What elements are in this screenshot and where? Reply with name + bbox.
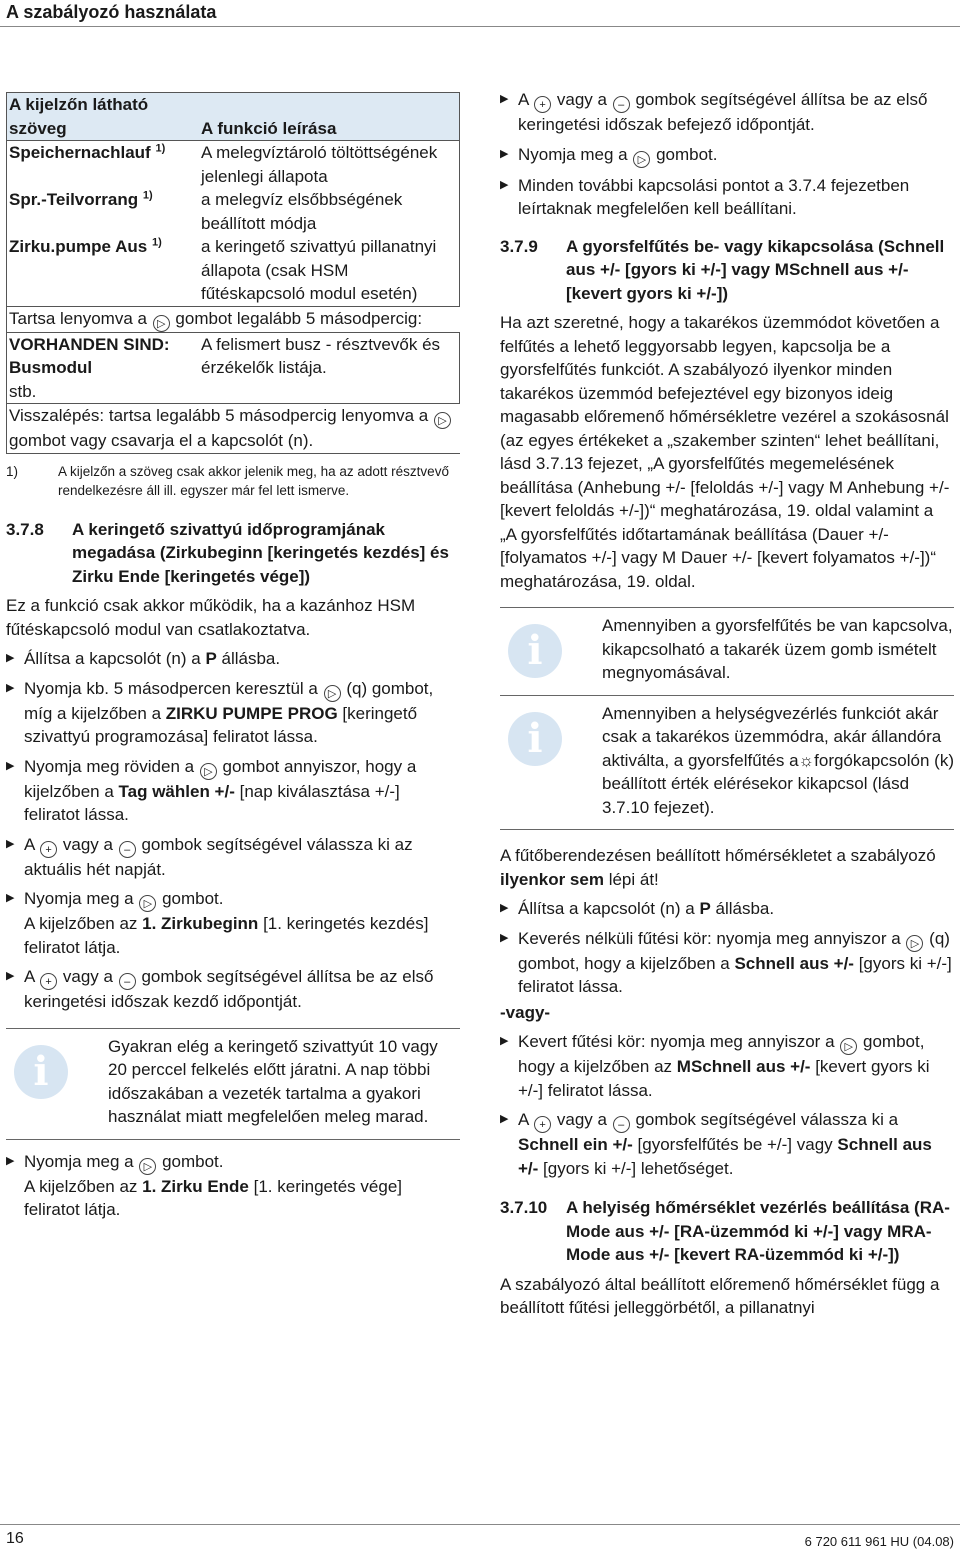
table-row: [7, 235, 460, 306]
section-heading-379: [500, 235, 954, 306]
note-text: Gyakran elég a keringető szivattyút 10 vagy 20 perccel felkelés előtt járatni. A nap többi időszakában a vezeték tartalma a gyakori használat miatt megfelelően meleg marad.: [108, 1036, 438, 1126]
item-text: Kevert fűtési kör: nyomja meg annyiszor a: [518, 1032, 835, 1051]
item-text: [gyors ki +/-] lehetőséget.: [543, 1158, 734, 1178]
info-note: [500, 696, 954, 831]
item-text: vagy a: [62, 834, 113, 854]
table-row-back: [7, 404, 460, 454]
play-button-icon: ▷: [200, 763, 217, 780]
item-text: Nyomja meg a: [518, 144, 628, 164]
bullet-icon: ▶: [6, 759, 15, 772]
warning-paragraph: [500, 844, 954, 891]
list-item: [500, 174, 954, 221]
plus-button-icon: +: [534, 96, 551, 113]
item-text: A: [24, 834, 35, 854]
display-text-table: [6, 92, 460, 454]
section-heading-378: [6, 518, 460, 589]
minus-button-icon: –: [119, 841, 136, 858]
info-note: [500, 607, 954, 696]
minus-button-icon: –: [613, 1116, 630, 1133]
vorhanden-label: VORHANDEN SIND:: [9, 334, 170, 354]
item-text: [kevert gyors ki +/-] feliratot lássa.: [518, 1057, 930, 1100]
play-button-icon: ▷: [324, 685, 341, 702]
item-bold: Tag wählen +/-: [118, 781, 235, 801]
item-text: gombot, hogy a kijelzőben az: [518, 1032, 925, 1076]
table-row: [7, 141, 460, 189]
row-desc: a keringető szivattyú pillanatnyi állapota (csak HSM fűtéskapcsoló modul esetén): [199, 235, 460, 306]
item-text: Állítsa a kapcsolót (n) a: [24, 649, 201, 668]
bullet-icon: ▶: [500, 178, 509, 191]
table-header-col2: A funkció leírása: [199, 93, 460, 141]
row-term: Zirku.pumpe Aus: [9, 237, 148, 256]
play-button-icon: ▷: [633, 151, 650, 168]
item-bold: ilyenkor sem: [500, 869, 604, 889]
list-item: [6, 1150, 460, 1222]
header-divider: [0, 26, 960, 27]
item-text: gombok segítségével válassza ki a: [635, 1110, 899, 1129]
list-item: [6, 887, 460, 959]
item-text: (q) gombot, míg a kijelzőben a: [24, 678, 434, 723]
list-item: [500, 88, 954, 137]
item-text: [1. keringetés kezdés] feliratot látja.: [24, 914, 429, 957]
item-bold: 1. Zirkubeginn: [142, 914, 259, 933]
play-button-icon: ▷: [906, 935, 923, 952]
bullet-icon: ▶: [6, 652, 15, 664]
table-header-col1: A kijelzőn látható szöveg: [7, 93, 200, 141]
item-text: lépi át!: [608, 869, 659, 889]
bullet-icon: ▶: [500, 902, 509, 914]
item-text: Keverés nélküli fűtési kör: nyomja meg annyiszor a: [518, 928, 901, 948]
item-text: A fűtőberendezésen beállított hőmérsékletet a szabályozó: [500, 846, 936, 865]
hold-text-pre: Tartsa lenyomva a: [9, 308, 147, 328]
left-column: [6, 92, 460, 1222]
table-row-bus: [7, 332, 460, 404]
item-text: Nyomja kb. 5 másodpercen keresztül a: [24, 678, 318, 698]
table-row-hold: [7, 306, 460, 332]
list-item: [6, 647, 460, 671]
page-number: 16: [6, 1530, 24, 1547]
item-text: A: [518, 90, 529, 109]
row-sup: 1): [155, 142, 166, 155]
row-term: Speichernachlauf: [9, 143, 151, 162]
item-text: gombok segítségével válassza ki az aktuális hét napját.: [24, 834, 413, 879]
play-button-icon: ▷: [153, 315, 170, 332]
item-text: Nyomja meg a: [24, 1151, 134, 1171]
item-text: [keringető szivattyú programozása] feliratot lássa.: [24, 703, 418, 746]
back-text-post: gombot vagy csavarja el a kapcsolót (n).: [9, 431, 314, 450]
item-bold: MSchnell aus +/-: [676, 1057, 811, 1076]
footer-divider: [0, 1524, 960, 1525]
list-item: [6, 677, 460, 749]
plus-button-icon: +: [40, 841, 57, 858]
list-item: [6, 833, 460, 882]
row-sup: 1): [142, 189, 153, 202]
minus-button-icon: –: [119, 973, 136, 990]
item-text: gombok segítségével állítsa be az első keringetési időszak kezdő időpontját.: [24, 967, 434, 1011]
or-separator: -vagy-: [500, 1002, 551, 1022]
footnote-text: A kijelzőn a szöveg csak akkor jelenik meg, ha az adott résztvevő rendelkezésre áll ill. egyszer már fel lett ismerve.: [58, 463, 449, 498]
info-icon: i: [14, 1045, 68, 1099]
list-item: [500, 143, 954, 168]
item-text: Állítsa a kapcsolót (n) a: [518, 899, 695, 918]
play-button-icon: ▷: [434, 412, 451, 429]
bullet-icon: ▶: [6, 1154, 15, 1167]
table-row: [7, 188, 460, 235]
section-title: A keringető szivattyú időprogramjának megadása (Zirkubeginn [keringetés kezdés] és Zirku Ende [keringetés vége]): [72, 519, 449, 586]
info-note: [6, 1028, 460, 1140]
section-text: Ha azt szeretné, hogy a takarékos üzemmódot követően a felfűtés a lehető leggyorsabb legyen, kapcsolja be a gyorsfelfűtés funkciót. A szabályozó ilyenkor minden takarékos üzemmód befejeztével egy bizonyos ideig magasabb előremenő hőmérsékletre vezérel a szokásosnál (az egyes értékeket a „szakember szinten“ lehet beállítani, lásd 3.7.13 fejezet, „A gyorsfelfűtés megemelésének beállítása (Anhebung +/- [feloldás +/-] vagy M Anhebung +/- [kevert feloldás +/-])“ meghatározása, 19. oldal valamint a „A gyorsfelfűtés időtartamának beállítása (Dauer +/- [folyamatos +/-] vagy M Dauer +/- [kevert folyamatos +/-])“ meghatározása, 19. oldal.: [500, 313, 950, 591]
item-bold: Schnell aus +/-: [734, 953, 854, 973]
item-text: A kijelzőben az: [24, 1176, 138, 1196]
item-bold: 1. Zirku Ende: [142, 1176, 249, 1196]
item-text: állásba.: [221, 649, 281, 668]
bullet-icon: ▶: [6, 892, 15, 904]
section-number: 3.7.10: [500, 1198, 548, 1217]
list-item: [500, 1108, 954, 1180]
bullet-icon: ▶: [6, 837, 15, 850]
row-desc: a melegvíz elsőbbségének beállított módja: [199, 188, 460, 235]
item-text: A kijelzőben az: [24, 914, 138, 933]
item-text: A: [518, 1110, 529, 1129]
bullet-icon: ▶: [500, 93, 509, 105]
item-text: A: [24, 967, 35, 986]
item-text: vagy a: [62, 967, 113, 986]
item-text: gombot annyiszor, hogy a kijelzőben a: [24, 756, 417, 801]
row-term: Spr.-Teilvorrang: [9, 190, 139, 209]
sun-icon: ☼: [798, 750, 815, 770]
page-header-title: A szabályozó használata: [6, 2, 217, 22]
item-text: vagy a: [556, 90, 607, 109]
right-column: [500, 88, 954, 1320]
play-button-icon: ▷: [139, 895, 156, 912]
section-title: A gyorsfelfűtés be- vagy kikapcsolása (Schnell aus +/- [gyors ki +/-] vagy MSchnell aus +/- [kevert gyors ki +/-]): [566, 236, 945, 303]
note-text: Amennyiben a helységvezérlés funkciót akár csak a takarékos üzemmódra, akár állandóra aktiválta, a gyorsfelfűtés a: [602, 703, 942, 770]
item-text: Minden további kapcsolási pontot a 3.7.4 fejezetben leírtaknak megfelelően kell beállítani.: [518, 175, 910, 218]
bullet-icon: ▶: [500, 931, 509, 944]
list-item: [6, 755, 460, 827]
section-heading-3710: [500, 1196, 954, 1267]
bullet-icon: ▶: [500, 1113, 509, 1125]
item-text: állásba.: [715, 899, 775, 918]
info-icon: i: [508, 624, 562, 678]
footnote: [6, 462, 460, 500]
table-header-row: [7, 93, 460, 141]
item-bold: ZIRKU PUMPE PROG: [165, 703, 338, 723]
footnote-number: 1): [6, 463, 19, 479]
item-text: [gyorsfelfűtés be +/-] vagy: [637, 1135, 833, 1154]
section-number: 3.7.8: [6, 519, 44, 539]
item-bold: P: [699, 899, 711, 918]
busmodul-label: Busmodul: [9, 358, 93, 377]
item-bold: P: [205, 649, 217, 668]
section-intro: Ez a funkció csak akkor működik, ha a kazánhoz HSM fűtéskapcsoló modul van csatlakoztatva.: [6, 596, 416, 639]
list-item: [500, 1030, 954, 1102]
item-text: gombot.: [162, 1151, 224, 1171]
document-code: 6 720 611 961 HU (04.08): [804, 1534, 954, 1549]
section-number: 3.7.9: [500, 236, 538, 256]
item-text: gombok segítségével állítsa be az első keringetési időszak befejező időpontját.: [518, 90, 928, 134]
item-bold: Schnell aus +/-: [518, 1135, 932, 1178]
list-item: [500, 897, 954, 921]
note-text: forgókapcsolón (k) beállított érték elérésekor kikapcsol (lásd 3.7.10 fejezet).: [602, 750, 954, 817]
item-text: [1. keringetés vége] feliratot látja.: [24, 1176, 402, 1219]
back-text-pre: Visszalépés: tartsa legalább 5 másodpercig lenyomva a: [9, 406, 429, 425]
item-text: gombot.: [162, 889, 224, 908]
section-title: A helyiség hőmérséklet vezérlés beállítása (RA-Mode aus +/- [RA-üzemmód ki +/-] vagy MRA-Mode aus +/- [kevert RA-üzemmód ki +/-]): [566, 1198, 950, 1264]
item-text: Nyomja meg röviden a: [24, 756, 195, 776]
bullet-icon: ▶: [500, 147, 509, 160]
item-text: Nyomja meg a: [24, 889, 134, 908]
item-text: (q) gombot, hogy a kijelzőben a: [518, 928, 950, 973]
bullet-icon: ▶: [500, 1035, 509, 1047]
bus-desc: A felismert busz - résztvevők és érzékelők listája.: [199, 332, 460, 404]
hold-text-post: gombot legalább 5 másodpercig:: [175, 308, 423, 328]
item-text: gombot.: [656, 144, 718, 164]
play-button-icon: ▷: [139, 1158, 156, 1175]
item-bold: Schnell ein +/-: [518, 1135, 633, 1154]
section-text: A szabályozó által beállított előremenő hőmérséklet függ a beállított fűtési jelleggörbétől, a pillanatnyi: [500, 1274, 940, 1317]
list-item: [6, 965, 460, 1014]
item-text: [nap kiválasztása +/-] feliratot lássa.: [24, 781, 400, 824]
stb-label: stb.: [9, 381, 37, 401]
row-sup: 1): [151, 236, 162, 249]
info-icon: i: [508, 712, 562, 766]
play-button-icon: ▷: [840, 1038, 857, 1055]
bullet-icon: ▶: [6, 970, 15, 982]
note-text: Amennyiben a gyorsfelfűtés be van kapcsolva, kikapcsolható a takarék üzem gomb ismételt megnyomásával.: [602, 616, 953, 682]
list-item: [500, 927, 954, 999]
plus-button-icon: +: [534, 1116, 551, 1133]
minus-button-icon: –: [613, 96, 630, 113]
plus-button-icon: +: [40, 973, 57, 990]
item-text: vagy a: [556, 1110, 607, 1129]
item-text: [gyors ki +/-] feliratot lássa.: [518, 953, 952, 996]
bullet-icon: ▶: [6, 681, 15, 694]
row-desc: A melegvíztároló töltöttségének jelenlegi állapota: [199, 141, 460, 189]
